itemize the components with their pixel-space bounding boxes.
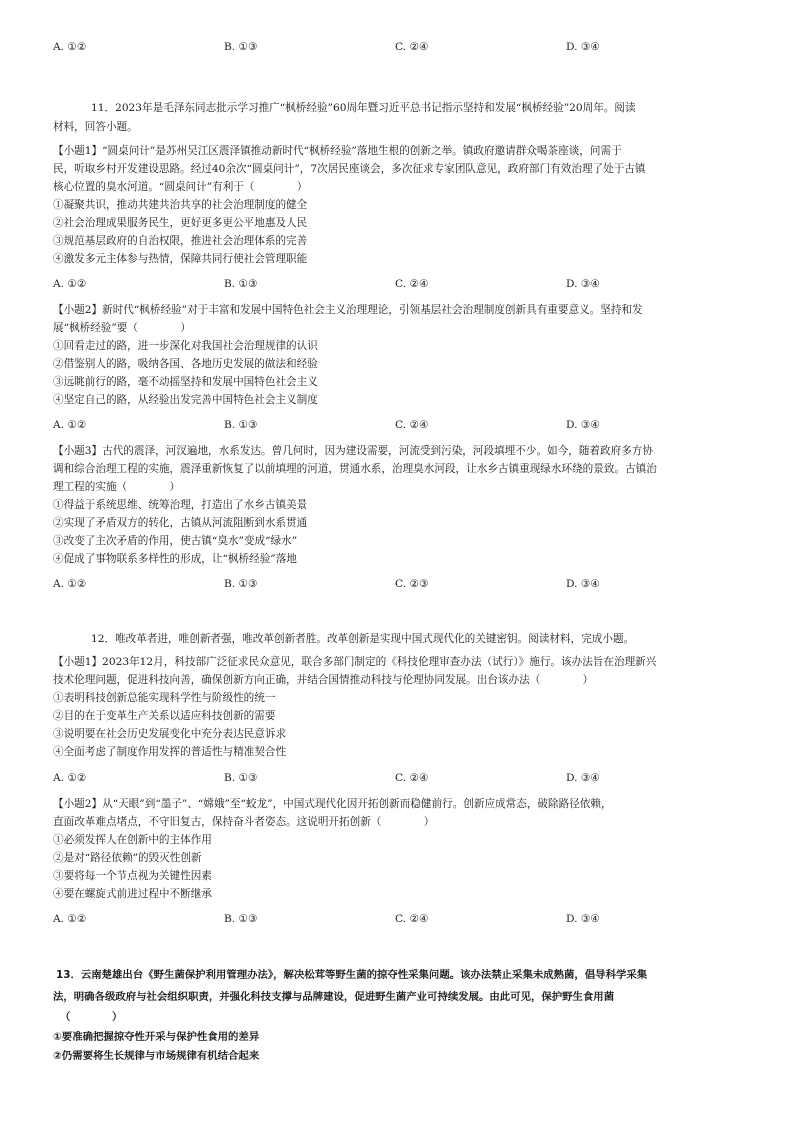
q13-item2: ②仍需要将生长规律与市场规律有机结合起来 bbox=[53, 1050, 260, 1062]
q11-sub3-item3: ③改变了主次矛盾的作用，使古镇“臭水”变成“绿水” bbox=[53, 535, 298, 547]
option-d[interactable]: D. ③④ bbox=[566, 419, 600, 431]
option-d[interactable]: D. ③④ bbox=[566, 41, 600, 53]
q11-sub1-line2: 民，听取乡村开发建设思路。经过40余次“圆桌问计”，7次居民座谈会，多次征求专家团队意见，政府部门有效治理了处于古镇 bbox=[53, 163, 646, 175]
q11-sub3-line2: 调和综合治理工程的实施，震泽重新恢复了以前填埋的河道，贯通水系，治理臭水河段，让水乡古镇重现绿水环绕的景致。古镇治 bbox=[53, 463, 657, 475]
q11-sub2-options bbox=[53, 418, 753, 432]
option-a[interactable]: A. ①② bbox=[53, 41, 87, 53]
q11-sub2-item1: ①回看走过的路，进一步深化对我国社会治理规律的认识 bbox=[53, 340, 318, 352]
q11-sub1-item1: ①凝聚共识，推动共建共治共享的社会治理制度的健全 bbox=[53, 199, 308, 211]
q12-sub1-item1: ①表明科技创新总能实现科学性与阶级性的统一 bbox=[53, 692, 276, 704]
top-options-row bbox=[53, 40, 753, 54]
q11-sub3-item1: ①得益于系统思维、统筹治理，打造出了水乡古镇美景 bbox=[53, 499, 308, 511]
option-c[interactable]: C. ②④ bbox=[395, 41, 429, 53]
q11-sub1-item2: ②社会治理成果服务民生，更好更多更公平地惠及人民 bbox=[53, 217, 308, 229]
option-a[interactable]: A. ①② bbox=[53, 278, 87, 290]
option-d[interactable]: D. ③④ bbox=[566, 278, 600, 290]
q11-sub1-options bbox=[53, 277, 753, 291]
q11-sub1-line1: 【小题1】“圆桌问计”是苏州吴江区震泽镇推动新时代“枫桥经验”落地生根的创新之举。镇政府邀请群众喝茶座谈，问需于 bbox=[53, 145, 622, 157]
q11-sub2-line1: 【小题2】新时代“枫桥经验”对于丰富和发展中国特色社会主义治理理论，引领基层社会治理制度创新具有重要意义。坚持和发 bbox=[53, 304, 643, 316]
option-b[interactable]: B. ①③ bbox=[224, 419, 258, 431]
option-a[interactable]: A. ①② bbox=[53, 578, 87, 590]
option-b[interactable]: B. ①③ bbox=[224, 578, 258, 590]
q11-sub1-item3: ③规范基层政府的自治权限，推进社会治理体系的完善 bbox=[53, 235, 308, 247]
option-d[interactable]: D. ③④ bbox=[566, 772, 600, 784]
option-b[interactable]: B. ①③ bbox=[224, 913, 258, 925]
q12-sub1-item2: ②目的在于变革生产关系以适应科技创新的需要 bbox=[53, 710, 276, 722]
q13-item1: ①要准确把握掠夺性开采与保护性食用的差异 bbox=[53, 1031, 260, 1043]
option-b[interactable]: B. ①③ bbox=[224, 41, 258, 53]
option-d[interactable]: D. ③④ bbox=[566, 578, 600, 590]
q11-sub3-options bbox=[53, 577, 753, 591]
option-c[interactable]: C. ②③ bbox=[395, 578, 429, 590]
q11-stem-line2: 材料，回答小题。 bbox=[53, 121, 138, 133]
q12-sub2-item3: ③要将每一个节点视为关键性因素 bbox=[53, 870, 212, 882]
q13-line2: 法，明确各级政府与社会组织职责，并强化科技支撑与品牌建设，促进野生菌产业可持续发展。由此可见，保护野生食用菌 bbox=[53, 991, 615, 1003]
q12-sub2-line2: 直面改革难点堵点，不守旧复古，保持奋斗者姿态。这说明开拓创新（ ） bbox=[53, 816, 435, 828]
q12-sub1-line2: 技术伦理问题，促进科技向善，确保创新方向正确，并结合国情推动科技与伦理协同发展。出台该办法（ ） bbox=[53, 674, 594, 686]
q11-sub1-item4: ④激发多元主体参与热情，保障共同行使社会管理职能 bbox=[53, 253, 308, 265]
option-a[interactable]: A. ①② bbox=[53, 913, 87, 925]
option-a[interactable]: A. ①② bbox=[53, 772, 87, 784]
q12-sub1-options bbox=[53, 771, 753, 785]
q11-sub3-line1: 【小题3】古代的震泽，河汊遍地，水系发达。曾几何时，因为建设需要，河流受到污染，河段填埋不少。如今，随着政府多方协 bbox=[53, 445, 653, 457]
q12-sub2-item2: ②是对“路径依赖”的毁灭性创新 bbox=[53, 852, 202, 864]
q12-sub2-item1: ①必须发挥人在创新中的主体作用 bbox=[53, 834, 212, 846]
q12-stem: 12．唯改革者进，唯创新者强，唯改革创新者胜。改革创新是实现中国式现代化的关键密钥。阅读材料，完成小题。 bbox=[91, 633, 635, 645]
q11-sub2-line2: 展“枫桥经验”要（ ） bbox=[53, 322, 191, 334]
q12-sub2-line1: 【小题2】从“天眼”到“墨子”、“嫦娥”至“蛟龙”，中国式现代化因开拓创新而稳健前行。创新应成常态，破除路径依赖， bbox=[53, 798, 612, 810]
q11-sub2-item4: ④坚定自己的路，从经验出发完善中国特色社会主义制度 bbox=[53, 394, 318, 406]
option-c[interactable]: C. ②④ bbox=[395, 419, 429, 431]
q13-line1: 13．云南楚雄出台《野生菌保护利用管理办法》，解决松茸等野生菌的掠夺性采集问题。该办法禁止采集未成熟菌，倡导科学采集 bbox=[56, 969, 648, 981]
q12-sub1-item3: ③说明要在社会历史发展变化中充分表达民意诉求 bbox=[53, 728, 287, 740]
option-b[interactable]: B. ①③ bbox=[224, 772, 258, 784]
q11-sub2-item3: ③远眺前行的路，毫不动摇坚持和发展中国特色社会主义 bbox=[53, 376, 318, 388]
q11-sub1-line3: 核心位置的臭水河道。“圆桌问计”有利于（ ） bbox=[53, 181, 308, 193]
q11-sub3-line3: 理工程的实施（ ） bbox=[53, 481, 181, 493]
q12-sub1-item4: ④全面考虑了制度作用发挥的普适性与精准契合性 bbox=[53, 746, 287, 758]
q11-sub2-item2: ②借鉴别人的路，吸纳各国、各地历史发展的做法和经验 bbox=[53, 358, 318, 370]
q11-sub3-item2: ②实现了矛盾双方的转化，古镇从河流阻断到水系贯通 bbox=[53, 517, 308, 529]
q11-stem-line1: 11．2023年是毛泽东同志批示学习推广“枫桥经验”60周年暨习近平总书记指示坚持和发展“枫桥经验”20周年。阅读 bbox=[91, 102, 636, 114]
option-c[interactable]: C. ②④ bbox=[395, 772, 429, 784]
q12-sub2-item4: ④要在螺旋式前进过程中不断继承 bbox=[53, 888, 212, 900]
option-c[interactable]: C. ②④ bbox=[395, 278, 429, 290]
q12-sub1-line1: 【小题1】2023年12月，科技部广泛征求民众意见，联合多部门制定的《科技伦理审查办法（试行）》施行。该办法旨在治理新兴 bbox=[53, 656, 657, 668]
option-c[interactable]: C. ②④ bbox=[395, 913, 429, 925]
q11-sub3-item4: ④促成了事物联系多样性的形成，让“枫桥经验”落地 bbox=[53, 553, 297, 565]
option-a[interactable]: A. ①② bbox=[53, 419, 87, 431]
option-d[interactable]: D. ③④ bbox=[566, 913, 600, 925]
q12-sub2-options bbox=[53, 912, 753, 926]
q13-line3: （ ） bbox=[60, 1011, 123, 1023]
option-b[interactable]: B. ①③ bbox=[224, 278, 258, 290]
